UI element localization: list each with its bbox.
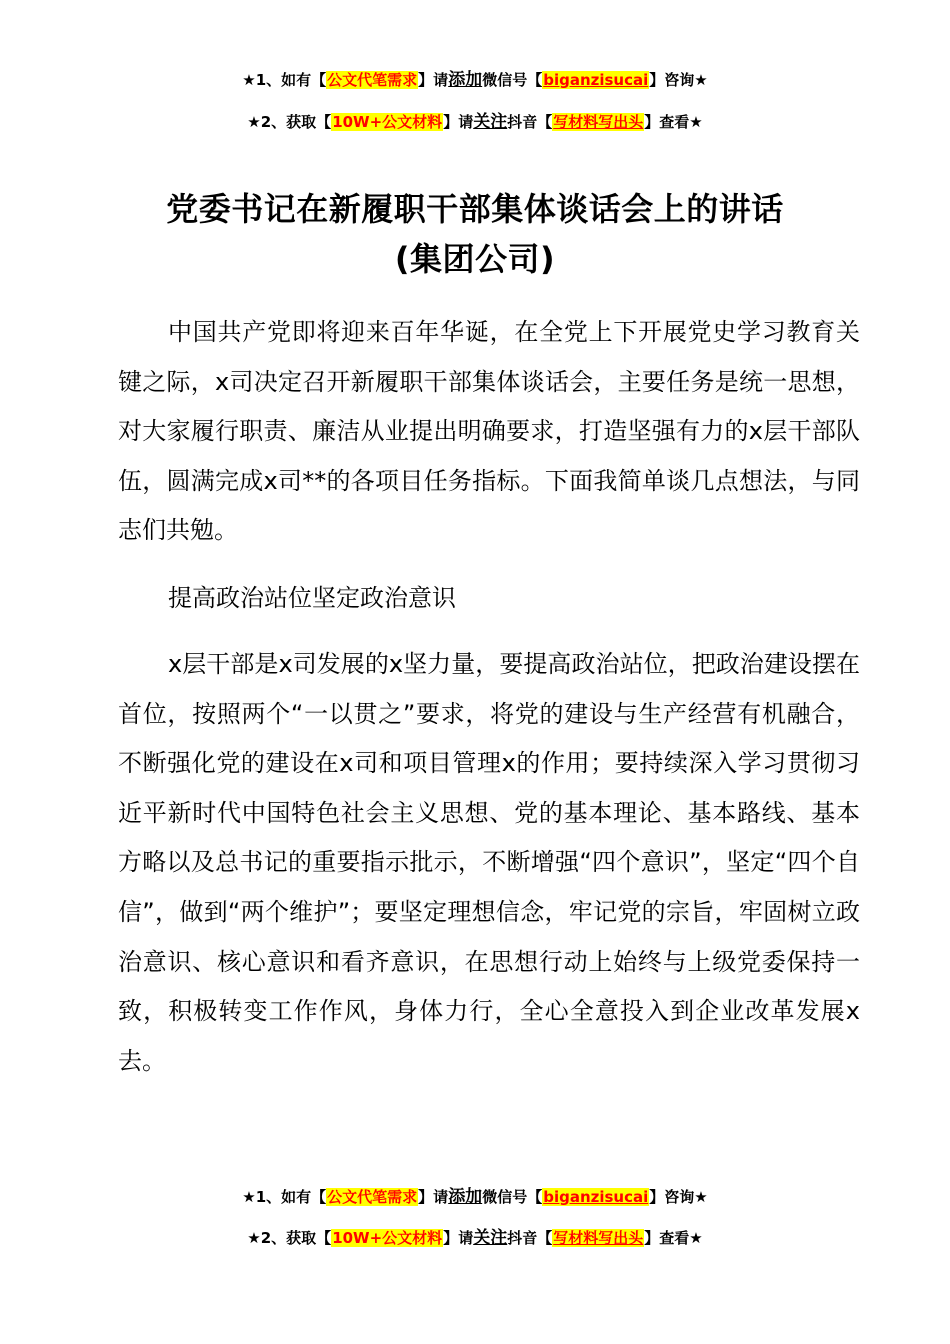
paragraph-intro: 中国共产党即将迎来百年华诞，在全党上下开展党史学习教育关键之际，x司决定召开新履职干部集体谈话会，主要任务是统一思想，对大家履行职责、廉洁从业提出明确要求，打造坚强有力的x层干部队伍，圆满完成x司**的各项目任务指标。下面我简单谈几点想法，与同志们共勉。 xyxy=(118,318,860,545)
promo-emphasis: 添加 xyxy=(448,1187,483,1207)
document-title: 党委书记在新履职干部集体谈话会上的讲话 xyxy=(166,190,784,228)
promo-text: 】请 xyxy=(418,1188,449,1206)
promo-douyin-id: 写材料写出头 xyxy=(553,1229,644,1247)
promo-line-1-top xyxy=(0,70,950,90)
promo-text: ★2、获取【 xyxy=(247,1229,332,1247)
promo-text: 】查看★ xyxy=(644,1229,703,1247)
promo-line-2-bottom xyxy=(0,1228,950,1248)
promo-wechat-id: biganzisucai xyxy=(543,71,649,89)
promo-highlight: 公文代笔需求 xyxy=(327,1188,418,1206)
promo-text: 】咨询★ xyxy=(649,71,708,89)
promo-text: 】请 xyxy=(443,113,474,131)
promo-text: 】请 xyxy=(443,1229,474,1247)
promo-text: 抖音【 xyxy=(507,1229,553,1247)
promo-text: ★2、获取【 xyxy=(247,113,332,131)
section-heading: 提高政治站位坚定政治意识 xyxy=(168,584,456,612)
promo-text: ★1、如有【 xyxy=(242,1188,327,1206)
promo-text: ★1、如有【 xyxy=(242,71,327,89)
promo-text: 】查看★ xyxy=(644,113,703,131)
promo-highlight: 10W+公文材料 xyxy=(332,113,443,131)
promo-highlight: 10W+公文材料 xyxy=(332,1229,443,1247)
document-subtitle: (集团公司) xyxy=(394,240,556,278)
promo-text: 】请 xyxy=(418,71,449,89)
promo-emphasis: 关注 xyxy=(473,1228,508,1248)
promo-wechat-id: biganzisucai xyxy=(543,1188,649,1206)
promo-emphasis: 添加 xyxy=(448,70,483,90)
promo-text: 微信号【 xyxy=(482,71,543,89)
promo-emphasis: 关注 xyxy=(473,112,508,132)
paragraph-political: x层干部是x司发展的x坚力量，要提高政治站位，把政治建设摆在首位，按照两个“一以贯之”要求，将党的建设与生产经营有机融合，不断强化党的建设在x司和项目管理x的作用；要持续深入学习贯彻习近平新时代中国特色社会主义思想、党的基本理论、基本路线、基本方略以及总书记的重要指示批示，不断增强“四个意识”，坚定“四个自信”，做到“两个维护”；要坚定理想信念，牢记党的宗旨，牢固树立政治意识、核心意识和看齐意识，在思想行动上始终与上级党委保持一致，积极转变工作作风，身体力行，全心全意投入到企业改革发展x去。 xyxy=(118,650,860,1075)
promo-line-1-bottom xyxy=(0,1187,950,1207)
promo-text: 】咨询★ xyxy=(649,1188,708,1206)
promo-highlight: 公文代笔需求 xyxy=(327,71,418,89)
promo-text: 微信号【 xyxy=(482,1188,543,1206)
promo-douyin-id: 写材料写出头 xyxy=(553,113,644,131)
promo-text: 抖音【 xyxy=(507,113,553,131)
promo-line-2-top xyxy=(0,112,950,132)
